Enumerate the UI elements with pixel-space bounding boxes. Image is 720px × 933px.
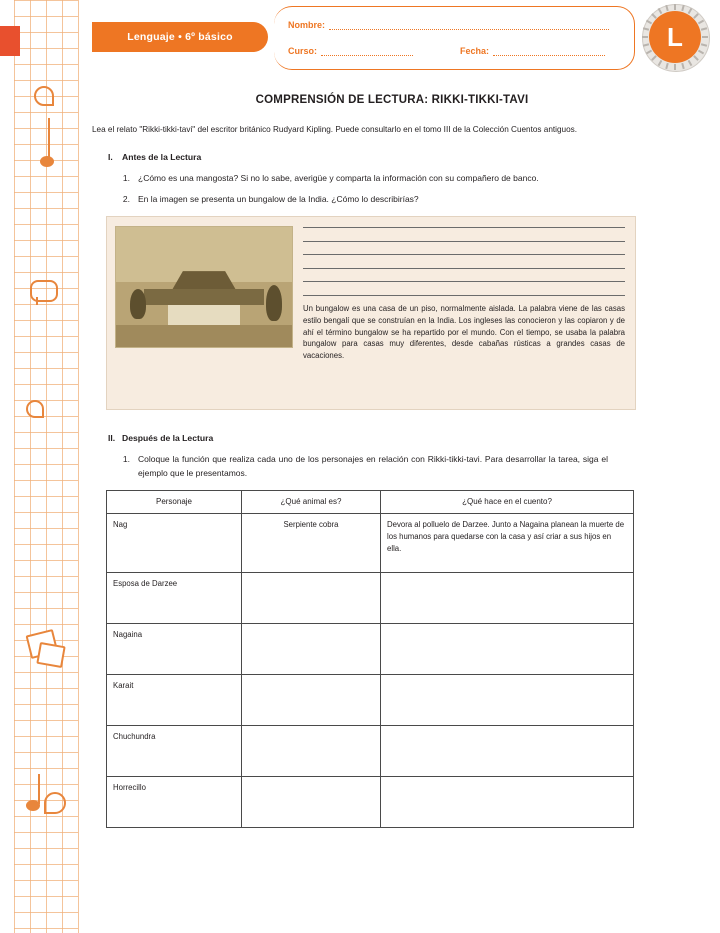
- question-mark-icon: [26, 400, 44, 418]
- table-row: [107, 777, 634, 828]
- cell-animal[interactable]: [242, 675, 381, 726]
- field-label-fecha: Fecha:: [460, 46, 490, 56]
- cell-personaje: Karait: [107, 675, 242, 726]
- column-header-accion: ¿Qué hace en el cuento?: [381, 490, 634, 513]
- clef-icon: [44, 792, 66, 814]
- engraving-tree-right: [266, 285, 282, 321]
- logo-tick: [674, 4, 676, 10]
- question-2-1: [92, 453, 692, 479]
- margin-grid: [14, 0, 78, 933]
- table-row: [107, 726, 634, 777]
- cell-personaje: Chuchundra: [107, 726, 242, 777]
- section-number-2: II.: [108, 433, 116, 444]
- field-label-curso: Curso:: [288, 46, 317, 56]
- book-icon-2: [36, 642, 65, 668]
- grid-line: [78, 0, 79, 933]
- table-header-row: [107, 490, 634, 513]
- logo-tick: [674, 64, 676, 70]
- cell-animal[interactable]: [242, 777, 381, 828]
- engraving-tree-left: [130, 289, 146, 319]
- cell-accion[interactable]: [381, 624, 634, 675]
- figure-caption: Un bungalow es una casa de un piso, normalmente aislada. La palabra viene de las casas estilo bengalí que se construían en la India. Los ingleses las conocieron y las copiaron y de ahí el término bungalow se ha repartido por el mundo. Con el tiempo, se usaba la palabra bungalow para casas muy diferentes, desde cabañas rústicas a grandes casas de vacaciones.: [303, 304, 625, 360]
- grid-line: [46, 0, 47, 933]
- cell-accion[interactable]: [381, 726, 634, 777]
- column-header-animal: ¿Qué animal es?: [242, 490, 381, 513]
- cell-animal[interactable]: [242, 573, 381, 624]
- note-stem-icon-2: [38, 774, 40, 804]
- cell-accion[interactable]: [381, 777, 634, 828]
- question-number-1-2: 2.: [122, 194, 130, 204]
- logo-tick: [642, 36, 648, 38]
- answer-line[interactable]: [303, 227, 625, 228]
- question-text-1-2: En la imagen se presenta un bungalow de la India. ¿Cómo lo describirías?: [138, 194, 419, 204]
- cell-accion[interactable]: [381, 675, 634, 726]
- speech-bubble-icon: [30, 280, 58, 302]
- field-input-fecha[interactable]: [493, 45, 605, 56]
- cell-personaje: Nagaina: [107, 624, 242, 675]
- question-number-1-1: 1.: [122, 172, 130, 183]
- characters-table: [106, 490, 634, 828]
- section-title-2: Después de la Lectura: [122, 433, 214, 444]
- answer-lines[interactable]: [303, 227, 625, 308]
- question-text-2-1: Coloque la función que realiza cada uno de los personajes en relación con Rikki-tikki-tavi. Para desarrollar la tarea, siga el ejemplo que le presentamos.: [138, 454, 608, 478]
- section-number-1: I.: [108, 151, 113, 162]
- engraving-foreground: [116, 325, 292, 347]
- logo-tick: [702, 36, 708, 38]
- table-row: [107, 624, 634, 675]
- decorative-margin: [0, 0, 92, 933]
- column-header-personaje: Personaje: [107, 490, 242, 513]
- question-1-2: [92, 193, 692, 206]
- page-title: COMPRENSIÓN DE LECTURA: RIKKI-TIKKI-TAVI: [255, 94, 529, 106]
- grid-line: [14, 0, 15, 933]
- answer-line[interactable]: [303, 281, 625, 282]
- answer-line[interactable]: [303, 268, 625, 269]
- question-1-1: [92, 172, 692, 185]
- logo: [642, 4, 708, 70]
- cell-animal[interactable]: [242, 726, 381, 777]
- section-heading-1: [92, 151, 692, 164]
- field-fecha[interactable]: [460, 45, 620, 56]
- subject-tab: Lenguaje • 6º básico: [92, 22, 268, 52]
- cell-accion[interactable]: [381, 573, 634, 624]
- engraving-veranda-roof: [144, 289, 264, 305]
- section-heading-2: [92, 432, 692, 445]
- cell-animal[interactable]: Serpiente cobra: [242, 514, 381, 573]
- logo-letter: L: [649, 11, 701, 63]
- field-label-nombre: Nombre:: [288, 20, 326, 30]
- bungalow-image: [115, 226, 293, 348]
- intro-paragraph: Lea el relato "Rikki-tikki-tavi" del escritor británico Rudyard Kipling. Puede consultarlo en el tomo III de la Colección Cuentos antiguos.: [92, 124, 578, 134]
- page-header: [92, 0, 720, 84]
- field-nombre[interactable]: [288, 19, 618, 30]
- cell-accion[interactable]: Devora al polluelo de Darzee. Junto a Nagaina planean la muerte de los humanos para quedarse con la casa y así criar a sus hijos en ella.: [381, 514, 634, 573]
- cell-personaje: Nag: [107, 514, 242, 573]
- field-input-curso[interactable]: [321, 45, 413, 56]
- answer-line[interactable]: [303, 254, 625, 255]
- field-curso[interactable]: [288, 45, 438, 56]
- cell-animal[interactable]: [242, 624, 381, 675]
- speech-bubble-tail-icon: [36, 297, 38, 305]
- field-input-nombre[interactable]: [329, 19, 609, 30]
- student-fields-box: [274, 6, 635, 70]
- cell-personaje: Esposa de Darzee: [107, 573, 242, 624]
- music-note-icon: [40, 156, 54, 167]
- question-text-1-1: ¿Cómo es una mangosta? Si no lo sabe, averigüe y comparta la información con su compañero de banco.: [138, 172, 539, 183]
- section-title-1: Antes de la Lectura: [122, 151, 202, 162]
- spiral-icon: [34, 86, 54, 106]
- red-accent-bar: [0, 26, 20, 56]
- answer-line[interactable]: [303, 241, 625, 242]
- figure-block: [106, 216, 636, 410]
- grid-line: [30, 0, 31, 933]
- document-body: [92, 84, 692, 828]
- answer-line[interactable]: [303, 295, 625, 296]
- table-row: [107, 573, 634, 624]
- question-number-2-1: 1.: [122, 454, 130, 465]
- table-row: [107, 514, 634, 573]
- cell-personaje: Horrecillo: [107, 777, 242, 828]
- table-row: [107, 675, 634, 726]
- grid-line: [62, 0, 63, 933]
